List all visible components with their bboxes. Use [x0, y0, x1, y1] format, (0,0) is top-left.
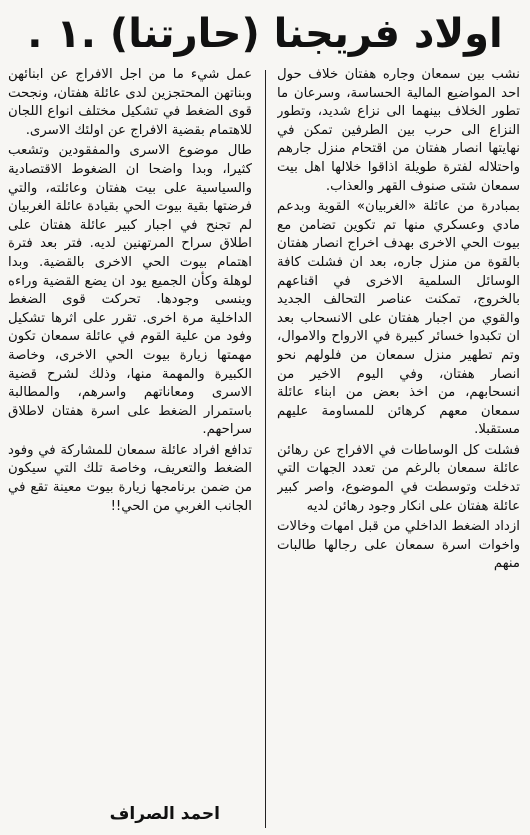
column-divider: [265, 70, 266, 828]
paragraph: فشلت كل الوساطات في الافراج عن رهائن عائلة سمعان بالرغم من تعدد الجهات التي تدخلت وتوسطت في الموضوع، واصر كبير عائلة هفتان على انكار وجود رهائن لديه: [277, 442, 520, 514]
paragraph: ازداد الضغط الداخلي من قبل امهات وخالات واخوات اسرة سمعان على رجالها طالبات منهم: [277, 519, 520, 572]
paragraph: عمل شيء ما من اجل الافراج عن ابنائهن وبناتهن المحتجزين لدى عائلة هفتان، ونجحت قوى الضغط في تشكيل مختلف انواع اللجان للاهتمام بقضية الافراج عن اولئك الاسرى.: [8, 67, 252, 138]
author-byline: احمد الصراف: [109, 804, 220, 824]
article-column-right: [277, 66, 520, 808]
paragraph: نشب بين سمعان وجاره هفتان خلاف حول احد المواضيع المالية الحساسة، وسرعان ما تطور الخلاف بينهما الى نزاع شديد، وتطور النزاع الى حرب بين الطرفين تمكن في نهايتها انصار هفتان من اقتحام منزل جارهم واحتلاله لفترة طويلة اذاقوا خلالها اهل بيت سمعان شتى صنوف القهر والعذاب.: [277, 67, 520, 194]
paragraph: بمبادرة من عائلة «الغربيان» القوية وبدعم مادي وعسكري منها تم تكوين تضامن مع بيوت الحي الاخرى بهدف اخراج انصار هفتان بالقوة من منزل جاره، بعد ان فشلت كافة الوسائل السلمية الاخرى في اقناعهم بالخروج، تمكنت عناصر التحالف الجديد والقوي من اجبار هفتان على الانسحاب بعد ان تكبدوا خسائر كبيرة في الارواح والاموال، وتم تطهير منزل سمعان من فلولهم نحو انصار هفتان، وفي اليوم الاخير من انسحابهم، من اخذ بعض من ابناء عائلة سمعان معهم كرهائن للمساومة عليهم مستقبلا.: [277, 199, 520, 438]
paragraph: تدافع افراد عائلة سمعان للمشاركة في وفود الضغط والتعريف، وخاصة تلك التي سيكون من ضمن برنامجها زيارة بيوت معينة تقع في الجانب الغربي من الحي!!: [8, 442, 252, 514]
headline: اولاد فريجنا (حارتنا) .١ .: [27, 11, 503, 57]
article-column-left: [8, 66, 252, 808]
paragraph: طال موضوع الاسرى والمفقودين وتشعب كثيرا، وبدا واضحا ان الضغوط الاقتصادية والسياسية على بيت هفتان وعائلته، والتي فرضتها بقية بيوت الحي بقيادة عائلة الغربيان لم تجنح في اجبار كبير عائلة هفتان على اطلاق سراح المرتهنين لديه. فتر بعد فترة اهتمام بيوت الحي الاخرى بالقضية. وبدا لوهلة وكأن الجميع يود ان يضع القضية وراءه وينسى وجودها. تحركت قوى الضغط الداخلية مرة اخرى. تقرر على اثرها تشكيل وفود من علية القوم في عائلة سمعان تكون مهمتها زيارة بيوت الحي الاخرى، وخاصة الكبيرة والمهمة منها، وذلك لشرح قضية الاسرى ومعاناتهم واسرهم، والمطالبة باستمرار الضغط على اسرة هفتان لاطلاق سراحهم.: [8, 143, 252, 438]
